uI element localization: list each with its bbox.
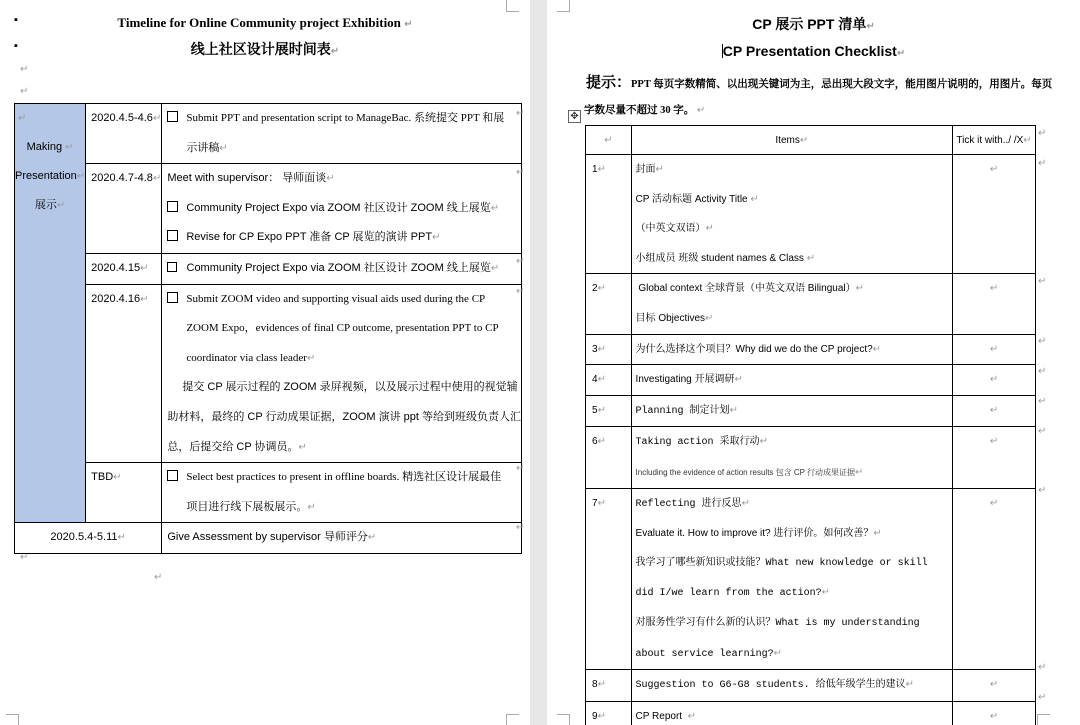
row-num-cell: 9↵ <box>586 701 632 725</box>
row-end-mark: ↵ <box>1038 128 1047 139</box>
row-end-mark: ↵ <box>516 108 525 119</box>
tick-cell[interactable]: ↵ <box>953 427 1036 488</box>
paragraph-mark: ↵ <box>20 552 29 563</box>
row-num-cell: 4↵ <box>586 365 632 396</box>
tick-cell[interactable]: ↵ <box>953 701 1036 725</box>
checklist-title-cn: CP 展示 PPT 清单↵ <box>752 16 875 32</box>
row-end-mark: ↵ <box>1038 158 1047 169</box>
row-end-mark: ↵ <box>1038 396 1047 407</box>
checklist-title-en: CP Presentation Checklist↵ <box>722 43 906 59</box>
checkbox-icon[interactable] <box>167 470 178 481</box>
paragraph-mark: ↵ <box>154 572 163 583</box>
tick-cell[interactable]: ↵ <box>953 670 1036 702</box>
crop-mark-icon <box>557 714 570 725</box>
row-end-mark: ↵ <box>1038 336 1047 347</box>
tick-cell[interactable]: ↵ <box>953 488 1036 670</box>
tick-cell[interactable]: ↵ <box>953 155 1036 274</box>
checkbox-icon[interactable] <box>167 292 178 303</box>
row-end-mark: ↵ <box>516 256 525 267</box>
row-end-mark: ↵ <box>516 463 525 474</box>
task-cell: Submit ZOOM video and supporting visual aids used during the CP ZOOM Expo，evidences of final CP outcome, presentation PPT to CP coordinator via class leader↵ 提交 CP 展示过程的 ZOOM 录屏视频，以及展示过程中使用的视觉辅 助材料，最终的 CP 行动成果证据，ZOOM 演讲 ppt 等给到班级负责人汇 总，后提交给 CP 协调员。↵ <box>162 284 522 463</box>
tip-paragraph: 提示：PPT 每页字数精简、以出现关键词为主，忌出现大段文字，能用图片说明的，用图片。每页 字数尽量不超过 30 字。 ↵ <box>584 75 1053 116</box>
row-end-mark: ↵ <box>1038 692 1047 703</box>
item-cell: 为什么选择这个项目？Why did we do the CP project?↵ <box>631 334 953 365</box>
tick-cell[interactable]: ↵ <box>953 274 1036 334</box>
paragraph-mark: ↵ <box>20 86 29 97</box>
row-end-mark: ↵ <box>1038 485 1047 496</box>
tick-cell[interactable]: ↵ <box>953 334 1036 365</box>
row-num-cell: 2↵ <box>586 274 632 334</box>
date-cell: 2020.4.7-4.8↵ <box>86 164 162 254</box>
task-cell: Submit PPT and presentation script to ManageBac. 系统提交 PPT 和展 示讲稿↵ <box>162 104 522 164</box>
crop-mark-icon <box>506 714 519 725</box>
item-cell: Suggestion to G6-G8 students. 给低年级学生的建议↵ <box>631 670 953 702</box>
row-num-cell: 8↵ <box>586 670 632 702</box>
checklist-table <box>585 125 1036 725</box>
checkbox-icon[interactable] <box>167 262 177 272</box>
timeline-title-cn: 线上社区设计展时间表↵ <box>190 43 340 58</box>
row-end-mark: ↵ <box>1038 426 1047 437</box>
row-num-cell: 6↵ <box>586 427 632 488</box>
timeline-title-en: Timeline for Online Community project Exhibition ↵ <box>117 15 413 30</box>
row-num-cell: 7↵ <box>586 488 632 670</box>
left-page <box>0 0 530 725</box>
checkbox-icon[interactable] <box>167 111 178 122</box>
header-items-cell: Items↵ <box>631 126 953 155</box>
row-num-cell: 1↵ <box>586 155 632 274</box>
bullet-icon: ▪ <box>14 14 18 26</box>
row-end-mark: ↵ <box>516 522 525 533</box>
task-cell: Select best practices to present in offline boards. 精选社区设计展最佳 项目进行线下展板展示。↵ <box>162 463 522 523</box>
task-cell: Community Project Expo via ZOOM 社区设计 ZOOM 线上展览↵ <box>162 253 522 284</box>
row-end-mark: ↵ <box>1038 366 1047 377</box>
table-move-handle-icon[interactable]: ✥ <box>568 110 581 123</box>
paragraph-mark: ↵ <box>20 64 29 75</box>
date-cell: TBD↵ <box>86 463 162 523</box>
checkbox-icon[interactable] <box>167 201 178 212</box>
date-cell: 2020.4.15↵ <box>86 253 162 284</box>
right-page <box>547 0 1080 725</box>
crop-mark-icon <box>1037 714 1050 725</box>
row-end-mark: ↵ <box>1038 662 1047 673</box>
task-cell: Meet with supervisor： 导师面谈↵ Community Project Expo via ZOOM 社区设计 ZOOM 线上展览↵ Revise for CP Expo PPT 准备 CP 展览的演讲 PPT↵ <box>162 164 522 254</box>
item-cell: 封面↵ CP 活动标题 Activity Title ↵ （中英文双语）↵ 小组成员 班级 student names & Class ↵ <box>631 155 953 274</box>
bullet-icon: ▪ <box>14 40 18 52</box>
item-cell: CP Report ↵ <box>631 701 953 725</box>
row-num-cell: 5↵ <box>586 395 632 427</box>
item-cell: Global context 全球背景（中英文双语 Bilingual）↵ 目标 Objectives↵ <box>631 274 953 334</box>
date-cell: 2020.5.4-5.11↵ <box>15 523 162 554</box>
item-cell: Taking action 采取行动↵ Including the evidence of action results 包含 CP 行动成果证据↵ <box>631 427 953 488</box>
row-end-mark: ↵ <box>1038 276 1047 287</box>
item-cell: Planning 制定计划↵ <box>631 395 953 427</box>
header-tick-cell: Tick it with../ /X↵ <box>953 126 1036 155</box>
item-cell: Investigating 开展调研↵ <box>631 365 953 396</box>
tick-cell[interactable]: ↵ <box>953 365 1036 396</box>
checkbox-icon[interactable] <box>167 230 178 241</box>
crop-mark-icon <box>557 0 570 12</box>
item-cell: Reflecting 进行反思↵ Evaluate it. How to improve it? 进行评价。如何改善？↵ 我学习了哪些新知识或技能？What new knowledge or skill did I/we learn from the action?↵ 对服务性学习有什么新的认识？What is my understanding about service learning?↵ <box>631 488 953 670</box>
tick-cell[interactable]: ↵ <box>953 395 1036 427</box>
timeline-table <box>14 103 525 554</box>
crop-mark-icon <box>6 714 19 725</box>
crop-mark-icon <box>506 0 519 12</box>
row-end-mark: ↵ <box>516 167 525 178</box>
task-cell: Give Assessment by supervisor 导师评分↵ <box>162 523 522 554</box>
date-cell: 2020.4.16↵ <box>86 284 162 463</box>
row-num-cell: 3↵ <box>586 334 632 365</box>
row-end-mark: ↵ <box>516 286 525 297</box>
section-cell: ↵ Making ↵ Presentation↵ 展示↵ <box>15 104 86 523</box>
header-num-cell: ↵ <box>586 126 632 155</box>
date-cell: 2020.4.5-4.6↵ <box>86 104 162 164</box>
